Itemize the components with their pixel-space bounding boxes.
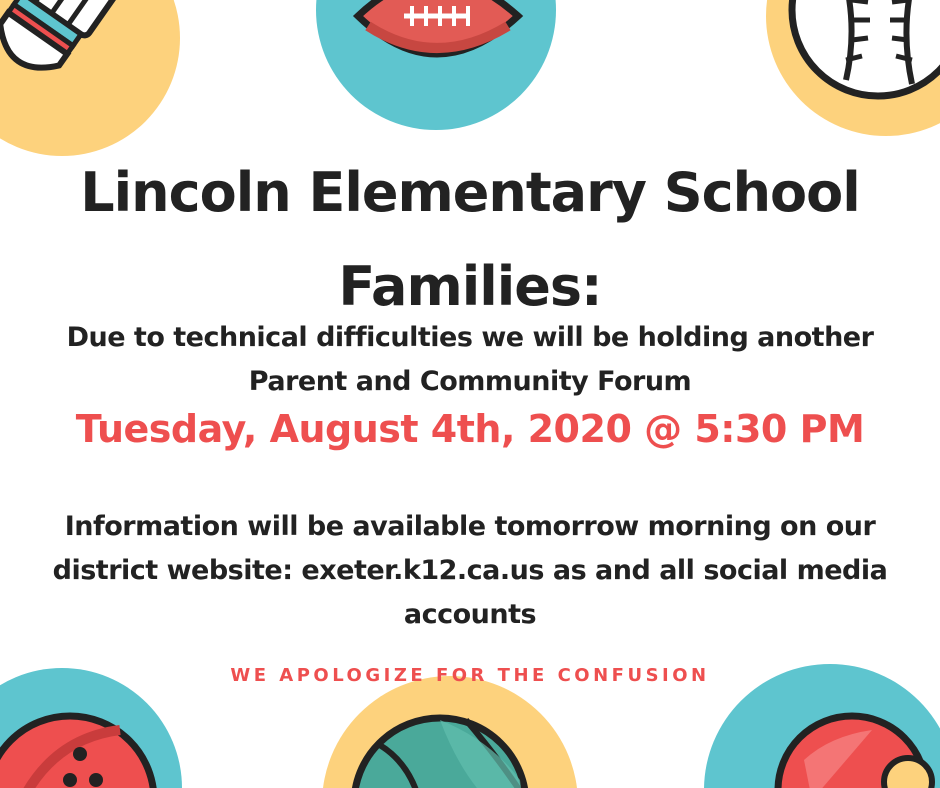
title-line-1: Lincoln Elementary School <box>80 161 860 224</box>
info-line-3: accounts <box>403 599 537 630</box>
apology-text: WE APOLOGIZE FOR THE CONFUSION <box>230 665 710 686</box>
flyer-title <box>0 146 940 334</box>
tennis-ball-icon <box>322 676 578 788</box>
info-line-1: Information will be available tomorrow morning on our <box>64 511 876 542</box>
subtitle-line-2: Parent and Community Forum <box>248 366 692 397</box>
flyer-subtitle <box>0 316 940 404</box>
shuttlecock-icon <box>0 0 180 156</box>
football-icon <box>316 0 556 130</box>
info-text <box>30 505 910 637</box>
title-line-2: Families: <box>338 255 602 318</box>
baseball-icon <box>766 0 940 136</box>
subtitle-line-1: Due to technical difficulties we will be holding another <box>66 322 874 353</box>
event-datetime: Tuesday, August 4th, 2020 @ 5:30 PM <box>75 407 865 451</box>
info-line-2: district website: exeter.k12.ca.us as and all social media <box>52 555 888 586</box>
